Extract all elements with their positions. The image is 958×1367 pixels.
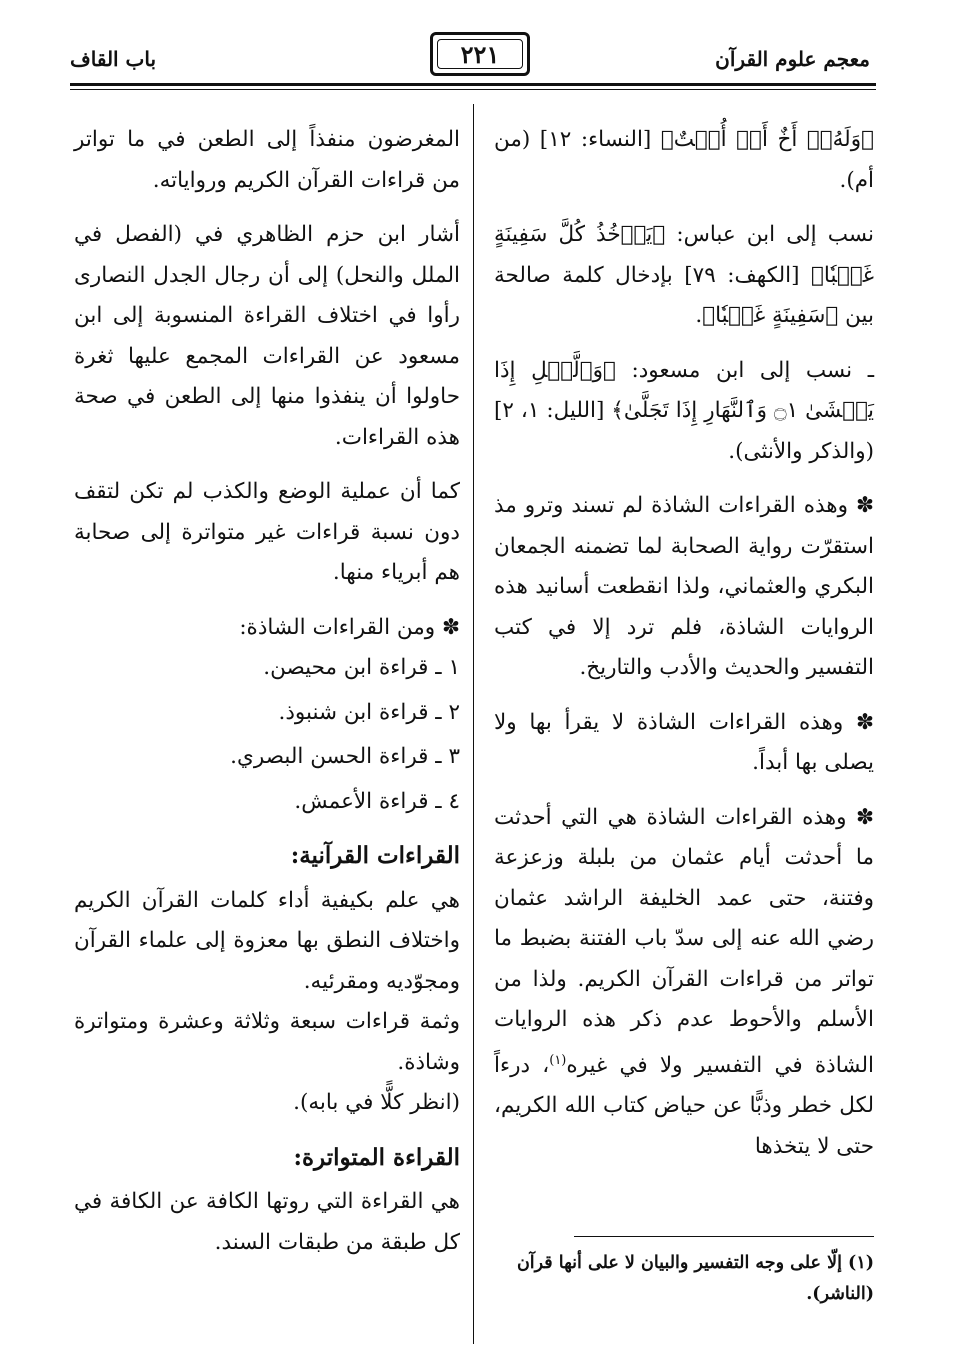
paragraph: أشار ابن حزم الظاهري في (الفصل في الملل والنحل) إلى أن رجال الجدل النصارى رأوا في اختلاف القراءة المنسوبة إلى ابن مسعود عن القراءات المجمع عليها ثغرة حاولوا أن ينفذوا منها إلى الطعن في صحة هذه القراءات. — [74, 222, 460, 450]
list-item: ٣ ـ قراءة الحسن البصري. — [230, 744, 460, 769]
paragraph: نسب إلى ابن عباس: ﴿يَأۡخُذُ كُلَّ سَفِينَةٍ غَصۡبٗا﴾ [الكهف: ٧٩] بإدخال كلمة صالحة بين ﴿سَفِينَةٍ غَصۡبٗا﴾. — [494, 222, 874, 328]
paragraph-text-end: ، درءاً لكل خطر وذبًّا عن حياض كتاب الله الكريم، حتى لا يتخذها — [494, 1052, 874, 1159]
page-number: ٢٢١ — [430, 32, 530, 76]
paragraph: هي القراءة التي روتها الكافة عن الكافة في كل طبقة من طبقات السند. — [74, 1189, 460, 1255]
section-heading: القراءة المتواترة: — [293, 1143, 460, 1171]
paragraph: كما أن عملية الوضع والكذب لم تكن لتقف دون نسبة قراءات غير متواترة إلى صحابة هم أبرياء منها. — [74, 479, 460, 585]
list-intro: ✽ ومن القراءات الشاذة: — [239, 614, 460, 640]
footnote-marker: (١) — [549, 1052, 567, 1068]
shadh-readings-list — [74, 648, 460, 822]
paragraph: المغرضون منفذاً إلى الطعن في ما تواتر من قراءات القرآن الكريم ورواياته. — [74, 127, 460, 193]
paragraph: ـ نسب إلى ابن مسعود: ﴿وَٱلَّيۡلِ إِذَا يَغۡشَىٰ ۝١ وَٱلنَّهَارِ إِذَا تَجَلَّىٰ﴾ [الليل: ١، ٢] (والذكر والأنثى). — [494, 357, 874, 464]
book-title: معجم علوم القرآن — [715, 47, 870, 71]
header-rule-thin — [70, 89, 876, 90]
header-rule — [70, 83, 876, 86]
paragraph: وثمة قراءات سبعة وثلاثة وعشرة ومتواترة وشاذة. — [74, 1009, 460, 1075]
column-divider — [473, 104, 474, 1344]
list-item: ٢ ـ قراءة ابن شنبوذ. — [278, 699, 460, 725]
footnote: (١) إلّا على وجه التفسير والبيان لا على أنها قرآن (الناشر). — [516, 1253, 874, 1304]
footnote-rule — [574, 1236, 874, 1237]
paragraph-text: ✽ وهذه القراءات الشاذة هي التي أحدثت ما أحدثت أيام عثمان من بلبلة وزعزعة وفتنة، حتى عمد الخليفة الراشد عثمان رضي الله عنه إلى سدّ باب الفتنة بضبط ما تواتر من قراءات القرآن الكريم. ولذا من الأسلم والأحوط عدم ذكر هذه الروايات الشاذة في التفسير ولا في غيره — [494, 804, 874, 1078]
section-heading: القراءات القرآنية: — [290, 842, 460, 869]
paragraph: ✽ وهذه القراءات الشاذة لم تسند وترو مذ استقرّت رواية الصحابة لما تضمنه الجمعان البكري والعثماني، ولذا انقطعت أسانيد هذه الروايات الشاذة، فلم ترد إلا في كتب التفسير والحديث والأدب والتاريخ. — [494, 493, 874, 680]
paragraph: ✽ وهذه القراءات الشاذة لا يقرأ بها ولا يصلى بها أبداً. — [494, 709, 874, 775]
paragraph — [494, 798, 874, 1168]
paragraph: هي علم بكيفية أداء كلمات القرآن الكريم واختلاف النطق بها معزوة إلى علماء القرآن ومجوّديه ومقرئيه. — [74, 887, 460, 994]
paragraph: (انظر كلًّا في بابه). — [293, 1090, 460, 1115]
paragraph: ﴿وَلَهُۥٓ أَخٌ أَوۡ أُخۡتٌ﴾ [النساء: ١٢] (من أم). — [494, 127, 874, 193]
left-column — [74, 120, 460, 1277]
list-item: ١ ـ قراءة ابن محيصن. — [263, 655, 460, 680]
chapter-title: باب القاف — [70, 47, 157, 71]
list-item: ٤ ـ قراءة الأعمش. — [294, 788, 460, 814]
right-column — [494, 120, 874, 1167]
